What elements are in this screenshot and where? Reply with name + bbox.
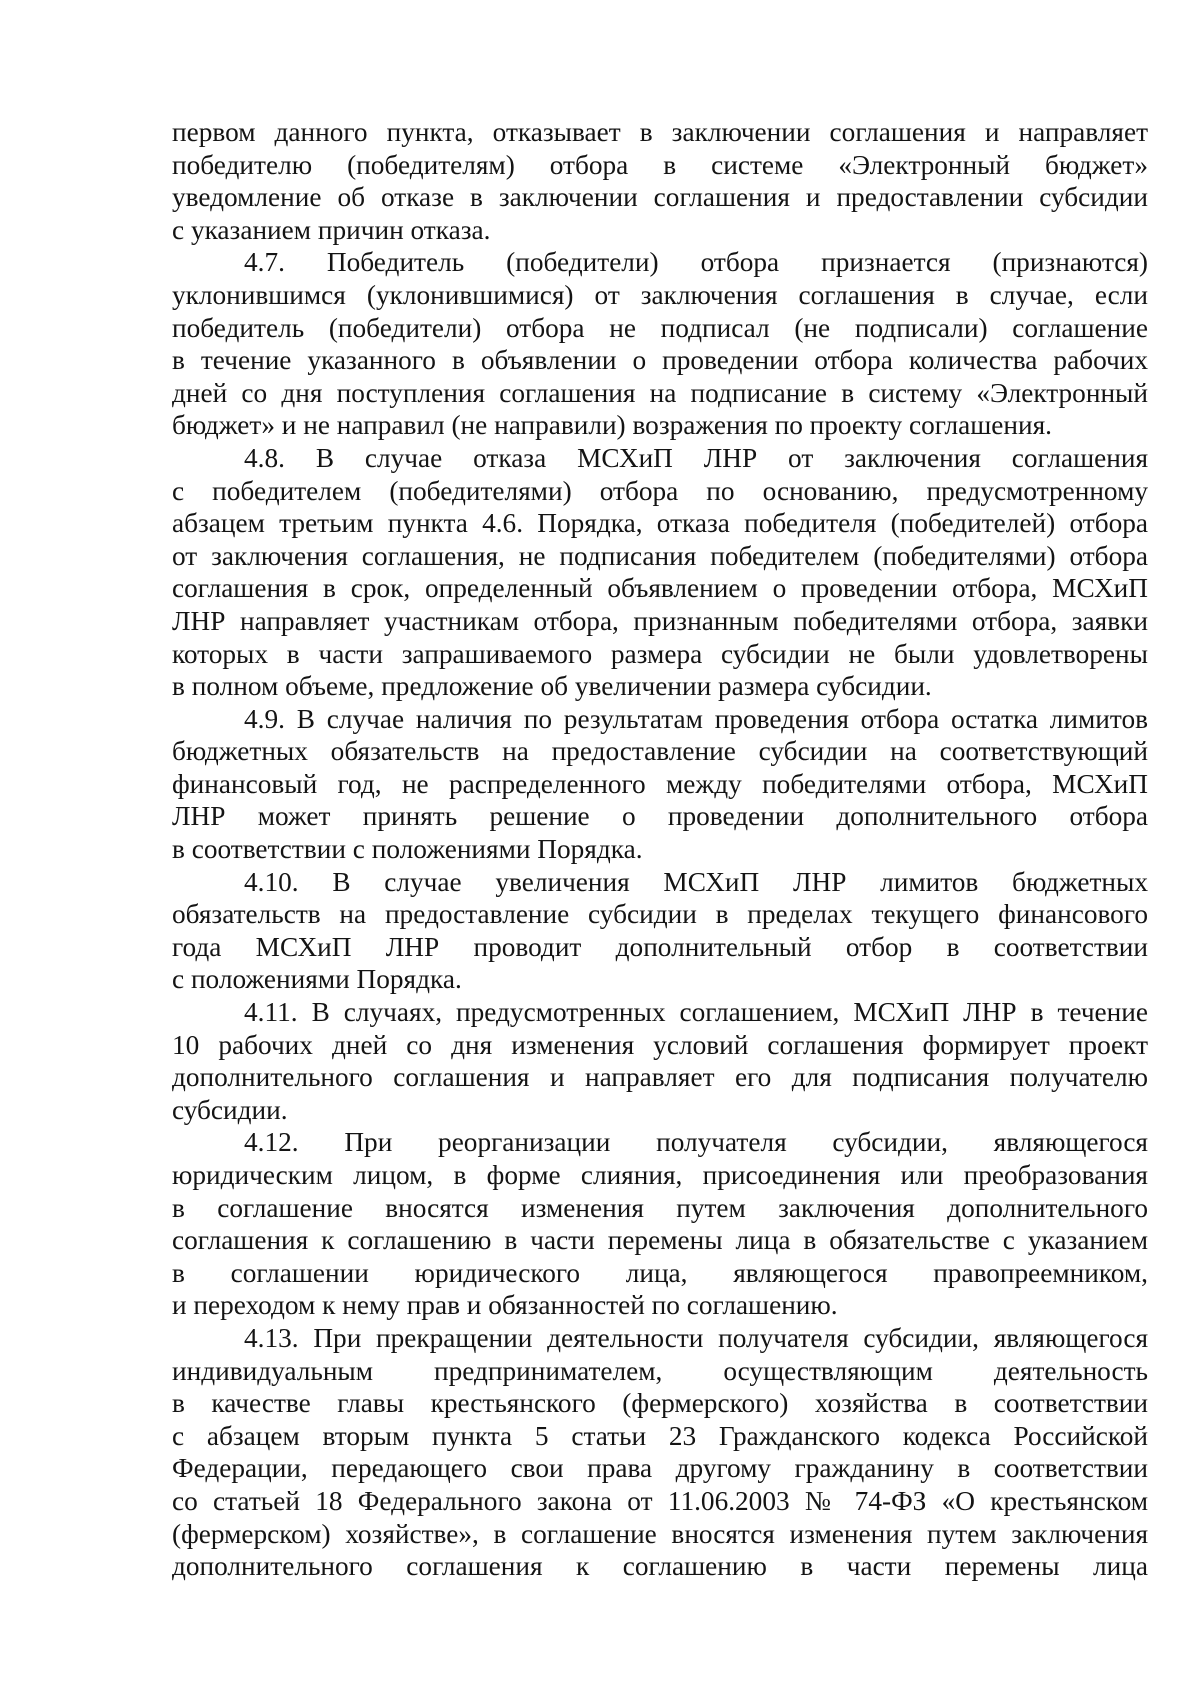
text-line: 4.7. Победитель (победители) отбора признается (признаются)	[244, 247, 1148, 278]
text-line: в соглашении юридического лица, являющегося правопреемником,	[172, 1257, 1148, 1288]
text-line: от заключения соглашения, не подписания победителем (победителями) отбора	[172, 540, 1148, 571]
text-line: с победителем (победителями) отбора по основанию, предусмотренному	[172, 475, 1148, 506]
text-line: уклонившимся (уклонившимися) от заключения соглашения в случае, если	[172, 279, 1148, 310]
text-line: индивидуальным предпринимателем, осуществляющим деятельность	[172, 1355, 1148, 1386]
document-body	[172, 116, 1148, 1583]
text-line: 4.9. В случае наличия по результатам проведения отбора остатка лимитов	[244, 703, 1148, 734]
text-line: дней со дня поступления соглашения на подписание в систему «Электронный	[172, 377, 1148, 408]
text-line: которых в части запрашиваемого размера субсидии не были удовлетворены	[172, 638, 1148, 669]
text-line: в полном объеме, предложение об увеличении размера субсидии.	[172, 671, 932, 702]
text-line: Федерации, передающего свои права другому гражданину в соответствии	[172, 1453, 1148, 1484]
text-line: 4.12. При реорганизации получателя субсидии, являющегося	[244, 1127, 1148, 1158]
text-line: 4.13. При прекращении деятельности получателя субсидии, являющегося	[244, 1322, 1148, 1353]
text-line: первом данного пункта, отказывает в заключении соглашения и направляет	[172, 117, 1148, 147]
text-line: бюджет» и не направил (не направили) возражения по проекту соглашения.	[172, 410, 1053, 441]
text-line: с абзацем вторым пункта 5 статьи 23 Гражданского кодекса Российской	[172, 1420, 1148, 1451]
text-line: с указанием причин отказа.	[172, 214, 491, 245]
text-line: (фермерском) хозяйстве», в соглашение вносятся изменения путем заключения	[172, 1518, 1148, 1549]
text-line: года МСХиП ЛНР проводит дополнительный отбор в соответствии	[172, 931, 1148, 962]
text-line: и переходом к нему прав и обязанностей по соглашению.	[172, 1290, 838, 1321]
text-line: обязательств на предоставление субсидии в пределах текущего финансового	[172, 899, 1148, 930]
text-line: дополнительного соглашения и направляет его для подписания получателю	[172, 1062, 1148, 1093]
text-line: 4.10. В случае увеличения МСХиП ЛНР лимитов бюджетных	[244, 866, 1148, 897]
text-line: юридическим лицом, в форме слияния, присоединения или преобразования	[172, 1160, 1148, 1190]
text-line: субсидии.	[172, 1094, 288, 1125]
text-line: со статьей 18 Федерального закона от 11.06.2003 № 74-ФЗ «О крестьянском	[172, 1485, 1148, 1516]
text-line: финансовый год, не распределенного между победителями отбора, МСХиП	[172, 768, 1148, 799]
text-line: в соглашение вносятся изменения путем заключения дополнительного	[172, 1192, 1148, 1223]
text-line: абзацем третьим пункта 4.6. Порядка, отказа победителя (победителей) отбора	[172, 508, 1148, 539]
text-line: соглашения к соглашению в части перемены лица в обязательстве с указанием	[172, 1225, 1148, 1256]
text-line: дополнительного соглашения к соглашению в части перемены лица	[172, 1551, 1148, 1582]
text-line: в качестве главы крестьянского (фермерского) хозяйства в соответствии	[172, 1388, 1148, 1419]
text-line: ЛНР может принять решение о проведении дополнительного отбора	[172, 801, 1148, 832]
text-line: бюджетных обязательств на предоставление субсидии на соответствующий	[172, 736, 1148, 767]
text-line: победителю (победителям) отбора в системе «Электронный бюджет»	[172, 149, 1148, 180]
text-line: 4.11. В случаях, предусмотренных соглашением, МСХиП ЛНР в течение	[244, 997, 1148, 1028]
text-line: уведомление об отказе в заключении соглашения и предоставлении субсидии	[172, 182, 1148, 213]
text-line: с положениями Порядка.	[172, 964, 462, 995]
text-line: в соответствии с положениями Порядка.	[172, 834, 643, 865]
text-line: 10 рабочих дней со дня изменения условий соглашения формирует проект	[172, 1029, 1148, 1060]
text-line: ЛНР направляет участникам отбора, признанным победителями отбора, заявки	[172, 605, 1148, 636]
text-line: 4.8. В случае отказа МСХиП ЛНР от заключения соглашения	[244, 442, 1148, 473]
text-line: победитель (победители) отбора не подписал (не подписали) соглашение	[172, 312, 1148, 343]
text-line: соглашения в срок, определенный объявлением о проведении отбора, МСХиП	[172, 573, 1148, 604]
text-line: в течение указанного в объявлении о проведении отбора количества рабочих	[172, 345, 1148, 376]
